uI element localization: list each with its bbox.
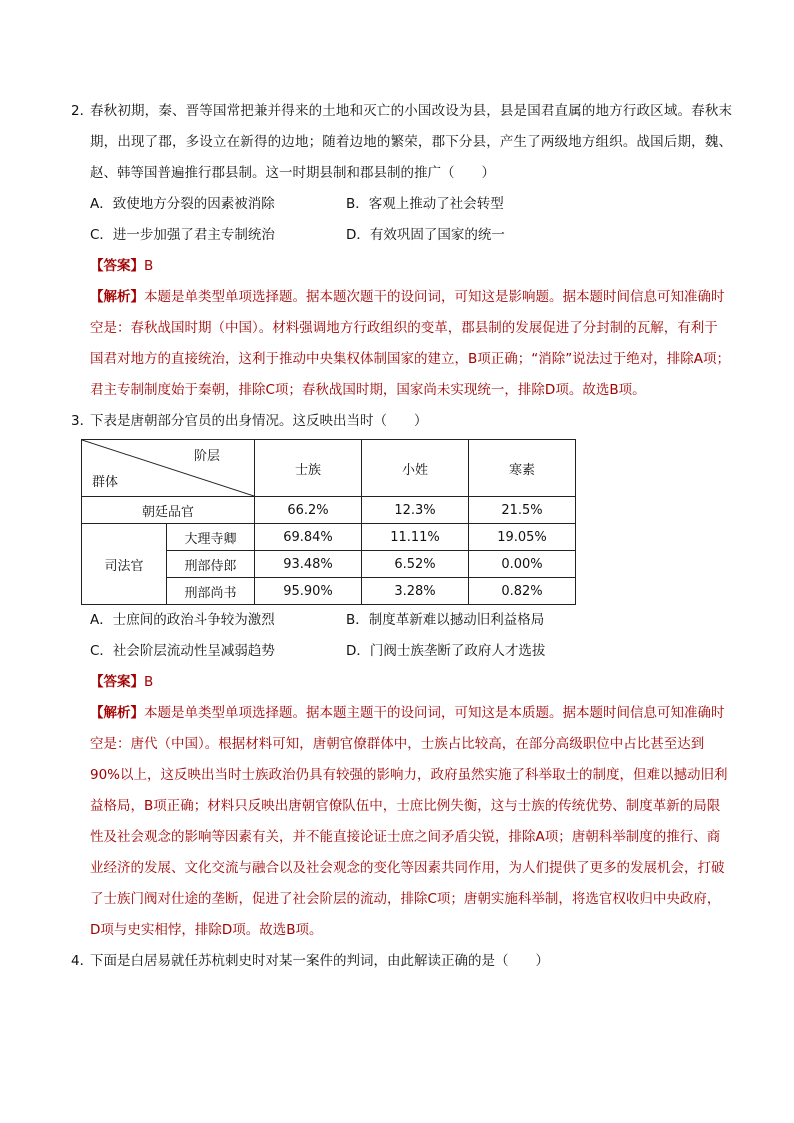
table-cell: 69.84% <box>255 524 362 551</box>
table-row <box>82 497 576 524</box>
question-number: 4． <box>71 953 94 969</box>
option-a: A．士庶间的政治斗争较为激烈 <box>90 612 275 628</box>
table-cell: 12.3% <box>362 497 469 524</box>
analysis-tag: 【解析】 <box>90 705 144 721</box>
table-cell: 6.52% <box>362 551 469 578</box>
row-label: 大理寺卿 <box>167 524 255 551</box>
answer-tag: 【答案】 <box>90 258 144 274</box>
question-list <box>0 96 794 977</box>
row-label: 朝廷品官 <box>82 497 255 524</box>
row-label: 刑部尚书 <box>167 578 255 605</box>
question-stem: 下表是唐朝部分官员的出身情况。这反映出当时（ ） <box>90 413 428 429</box>
corner-bottom-label: 群体 <box>92 475 119 490</box>
table-cell: 95.90% <box>255 578 362 605</box>
answer-value: B <box>144 258 154 274</box>
analysis-text: 本题是单类型单项选择题。据本题主题干的设问词，可知这是本质题。据本题时间信息可知准确时空是：唐代（中国）。根据材料可知，唐朝官僚群体中，士族占比较高，在部分高级职位中占比甚至达到90%以上，这反映出当时士族政治仍具有较强的影响力，政府虽然实施了科举取士的制度，但难以撼动旧利益格局，B项正确；材料只反映出唐朝官僚队伍中，士庶比例失衡，这与士族的传统优势、制度革新的局限性及社会观念的影响等因素有关，并不能直接论证士庶之间矛盾尖锐，排除A项；唐朝科举制度的推行、商业经济的发展、文化交流与融合以及社会观念的变化等因素共同作用，为人们提供了更多的发展机会，打破了士族门阀对仕途的垄断，促进了社会阶层的流动，排除C项；唐朝实施科举制，将选官权收归中央政府，D项与史实相悖，排除D项。故选B项。 <box>90 705 728 938</box>
analysis-text: 本题是单类型单项选择题。据本题次题干的设问词，可知这是影响题。据本题时间信息可知准确时空是：春秋战国时期（中国）。材料强调地方行政组织的变革，郡县制的发展促进了分封制的瓦解，有利于国君对地方的直接统治，这利于推动中央集权体制国家的建立，B项正确；“消除”说法过于绝对，排除A项；君主专制制度始于秦朝，排除C项；春秋战国时期，国家尚未实现统一，排除D项。故选B项。 <box>90 289 730 398</box>
question-number: 3． <box>71 413 94 429</box>
analysis <box>90 282 730 406</box>
analysis-tag: 【解析】 <box>90 289 144 305</box>
official-origin-table <box>81 439 576 605</box>
analysis <box>90 698 730 946</box>
option-b: B．客观上推动了社会转型 <box>346 196 504 212</box>
table-cell: 21.5% <box>469 497 576 524</box>
answer <box>90 667 730 698</box>
question-4 <box>71 946 732 977</box>
table-cell: 3.28% <box>362 578 469 605</box>
table-cell: 66.2% <box>255 497 362 524</box>
option-d: D．门阀士族垄断了政府人才选拔 <box>346 643 546 659</box>
table-cell: 93.48% <box>255 551 362 578</box>
options <box>90 605 732 667</box>
table-cell: 11.11% <box>362 524 469 551</box>
row-label: 刑部侍郎 <box>167 551 255 578</box>
column-header: 寒素 <box>469 440 576 497</box>
question-3 <box>71 406 732 437</box>
question-stem: 春秋初期，秦、晋等国常把兼并得来的土地和灭亡的小国改设为县，县是国君直属的地方行政区域。春秋末期，出现了郡，多设立在新得的边地；随着边地的繁荣，郡下分县，产生了两级地方组织。战国后期，魏、赵、韩等国普遍推行郡县制。这一时期县制和郡县制的推广（ ） <box>90 103 732 181</box>
answer <box>90 251 730 282</box>
table-cell: 0.82% <box>469 578 576 605</box>
table-cell: 19.05% <box>469 524 576 551</box>
question-number: 2． <box>71 103 94 119</box>
option-c: C．社会阶层流动性呈减弱趋势 <box>90 643 275 659</box>
group-label: 司法官 <box>82 524 167 605</box>
question-stem: 下面是白居易就任苏杭刺史时对某一案件的判词，由此解读正确的是（ ） <box>90 953 549 969</box>
answer-value: B <box>144 674 154 690</box>
table-cell: 0.00% <box>469 551 576 578</box>
table-row <box>82 524 576 551</box>
option-b: B．制度革新难以撼动旧利益格局 <box>346 612 545 628</box>
options <box>90 189 732 251</box>
table-corner-cell <box>82 440 255 497</box>
column-header: 小姓 <box>362 440 469 497</box>
option-a: A．致使地方分裂的因素被消除 <box>90 196 275 212</box>
corner-top-label: 阶层 <box>193 449 220 464</box>
answer-tag: 【答案】 <box>90 674 144 690</box>
column-header: 士族 <box>255 440 362 497</box>
option-d: D．有效巩固了国家的统一 <box>346 227 505 243</box>
question-2 <box>71 96 732 189</box>
option-c: C．进一步加强了君主专制统治 <box>90 227 275 243</box>
